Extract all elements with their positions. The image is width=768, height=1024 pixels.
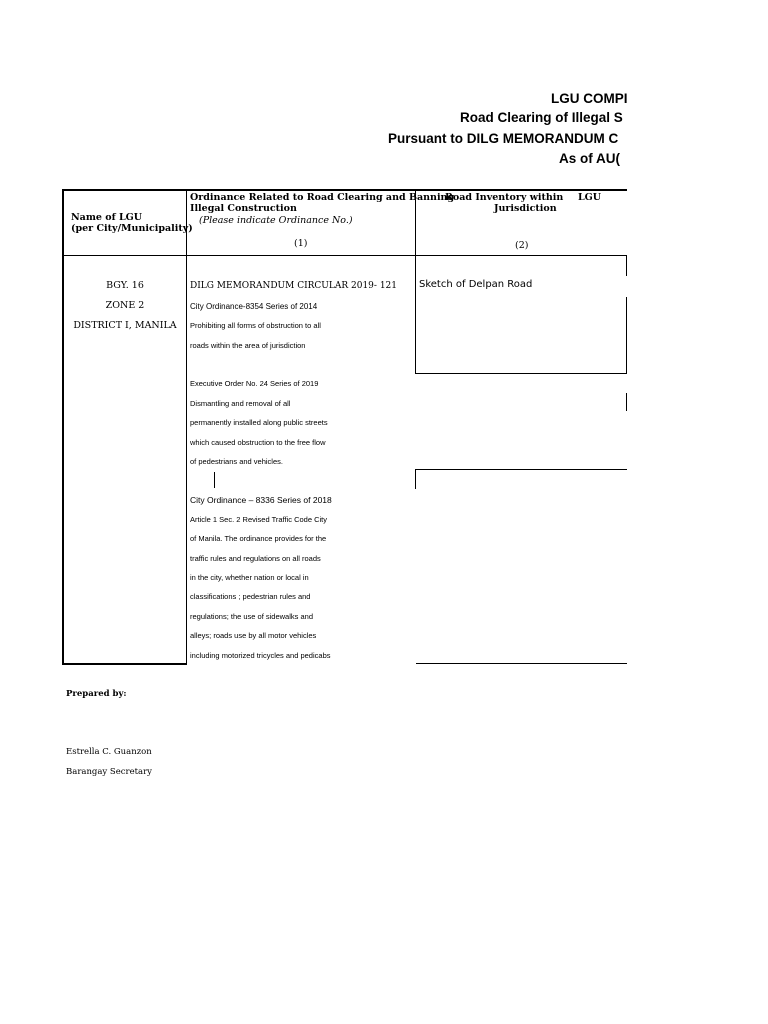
report-subtitle: Road Clearing of Illegal S (460, 110, 623, 125)
header-road-inventory-jurisdiction: Jurisdiction (494, 203, 557, 214)
ordinance-8336-text: regulations; the use of sidewalks and (190, 612, 313, 621)
ordinance-column-divider (415, 189, 416, 373)
report-title: LGU COMPI (551, 91, 628, 106)
executive-order-text: which caused obstruction to the free flow (190, 438, 326, 447)
lgu-zone: ZONE 2 (105, 300, 145, 311)
report-as-of-date: As of AU( (559, 151, 620, 166)
ordinance-8336-text: in the city, whether nation or local in (190, 573, 309, 582)
header-ordinance-cont: Illegal Construction (190, 203, 297, 214)
ordinance-dilg-circular: DILG MEMORANDUM CIRCULAR 2019- 121 (190, 281, 397, 291)
ordinance-8354-text: roads within the area of jurisdiction (190, 341, 306, 350)
preparer-name: Estrella C. Guanzon (66, 747, 152, 757)
ordinance-8336-text: traffic rules and regulations on all roads (190, 554, 321, 563)
inventory-marker (626, 393, 627, 411)
header-road-inventory-lgu: LGU (578, 192, 602, 203)
table-left-border (62, 189, 64, 664)
preparer-position: Barangay Secretary (66, 767, 152, 777)
prepared-by-label: Prepared by: (66, 689, 127, 699)
header-ordinance-note: (Please indicate Ordinance No.) (199, 215, 353, 226)
sketch-box-right (626, 256, 627, 276)
ordinance-8354-text: Prohibiting all forms of obstruction to all (190, 321, 321, 330)
header-ordinance-number: (1) (294, 238, 308, 249)
header-inventory-number: (2) (515, 240, 529, 251)
table-top-border (62, 189, 627, 191)
header-ordinance: Ordinance Related to Road Clearing and Banning (190, 192, 455, 203)
ordinance-cell-marker (214, 472, 215, 488)
ordinance-8336-text: of Manila. The ordinance provides for the (190, 534, 327, 543)
lgu-bottom-border (62, 663, 187, 665)
lgu-barangay: BGY. 16 (106, 280, 144, 291)
ordinance-8336-text: alleys; roads use by all motor vehicles (190, 631, 317, 640)
sketch-label: Sketch of Delpan Road (419, 279, 533, 290)
inventory-box-top (415, 469, 627, 470)
lgu-column-divider (186, 189, 187, 664)
executive-order-text: of pedestrians and vehicles. (190, 457, 283, 466)
sketch-box-bottom (415, 373, 627, 374)
inventory-bottom-border (416, 663, 627, 664)
ordinance-8336-text: classifications ; pedestrian rules and (190, 592, 311, 601)
header-lgu-scope: (per City/Municipality) (71, 223, 193, 234)
ordinance-8336-title: City Ordinance – 8336 Series of 2018 (190, 495, 332, 505)
ordinance-8354-title: City Ordinance-8354 Series of 2014 (190, 302, 318, 311)
header-road-inventory: Road Inventory within (445, 192, 564, 203)
executive-order-title: Executive Order No. 24 Series of 2019 (190, 379, 319, 388)
executive-order-text: Dismantling and removal of all (190, 399, 291, 408)
inventory-box-left (415, 469, 416, 489)
lgu-district: DISTRICT I, MANILA (73, 320, 177, 331)
memorandum-reference: Pursuant to DILG MEMORANDUM C (388, 131, 619, 146)
sketch-box-right-lower (626, 297, 627, 373)
header-lgu-name: Name of LGU (71, 212, 143, 223)
executive-order-text: permanently installed along public streets (190, 418, 328, 427)
ordinance-8336-text: including motorized tricycles and pedicabs (190, 651, 331, 660)
header-bottom-border (62, 255, 627, 256)
ordinance-8336-text: Article 1 Sec. 2 Revised Traffic Code City (190, 515, 327, 524)
